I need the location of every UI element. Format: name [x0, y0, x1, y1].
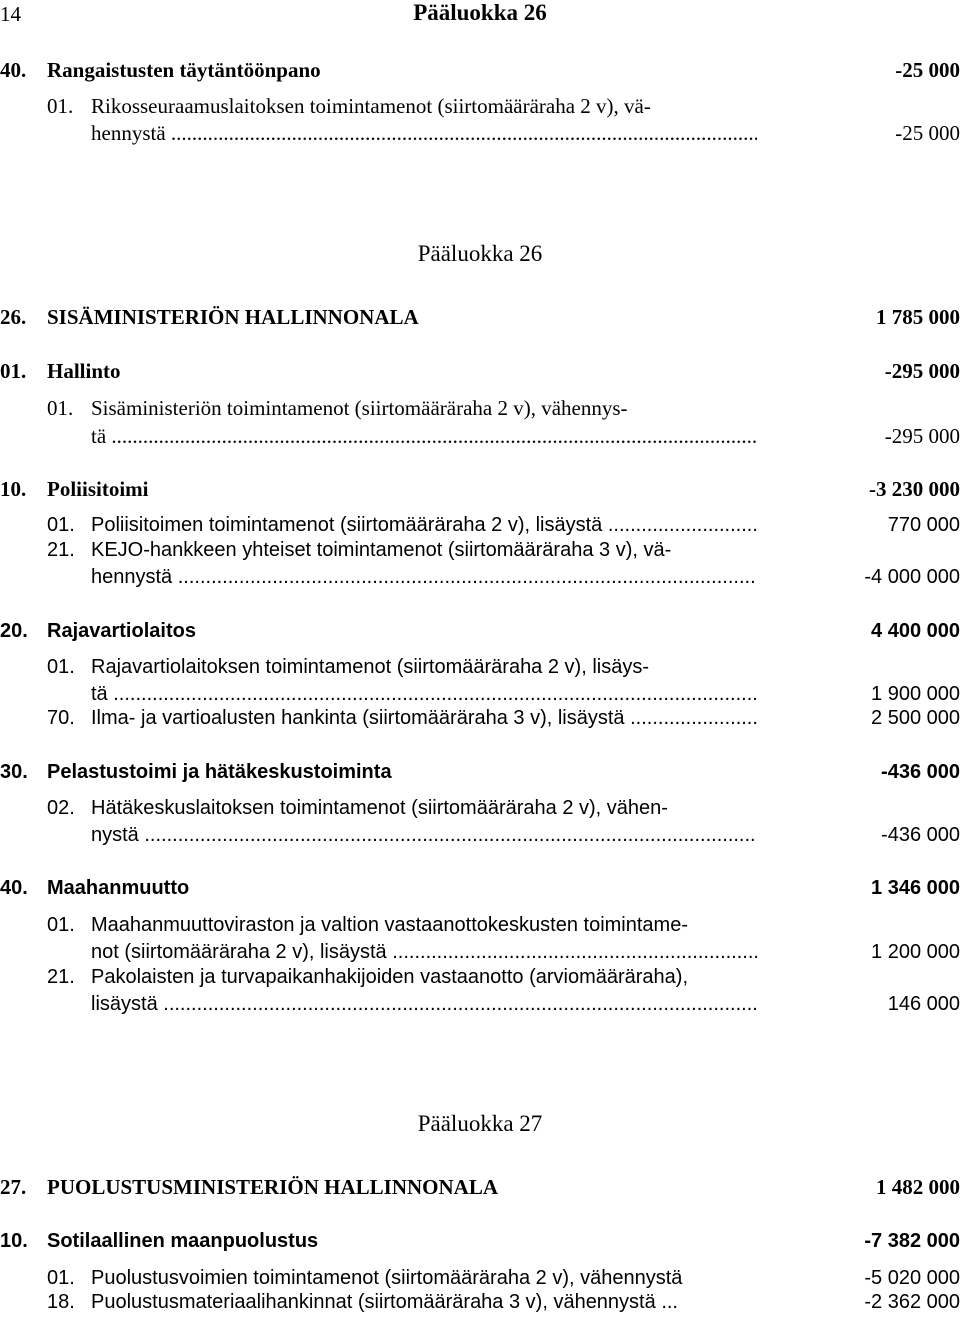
ministry-title: PUOLUSTUSMINISTERIÖN HALLINNONALA — [47, 1175, 498, 1199]
item-amount: -5 020 000 — [864, 1267, 960, 1289]
item-text-continuation: hennystä ..... — [91, 121, 757, 146]
page-number: 14 — [0, 2, 21, 26]
item-text-continuation: nystä ..... — [91, 824, 757, 847]
item-text: Poliisitoimen toimintamenot (siirtomääräraha 2 v), lisäystä ..... — [91, 514, 757, 537]
item-text: Sisäministeriön toimintamenot (siirtomääräraha 2 v), vähennys- — [91, 396, 628, 420]
section-amount: -295 000 — [884, 359, 960, 383]
ministry-number: 27. — [0, 1175, 27, 1199]
section-amount: -25 000 — [895, 58, 960, 82]
item-number: 18. — [47, 1291, 75, 1313]
item-number: 02. — [47, 797, 75, 819]
section-title: Rajavartiolaitos — [47, 620, 196, 642]
section-amount: -436 000 — [881, 761, 960, 783]
item-amount: 2 500 000 — [871, 707, 960, 729]
main-class-heading: Pääluokka 26 — [417, 241, 543, 266]
item-text: Pakolaisten ja turvapaikanhakijoiden vastaanotto (arviomääräraha), — [91, 966, 689, 988]
item-text-continuation: hennystä ..... — [91, 566, 757, 589]
item-amount: -25 000 — [895, 121, 960, 145]
section-title: Maahanmuutto — [47, 877, 190, 899]
item-number: 21. — [47, 966, 75, 988]
section-title: Rangaistusten täytäntöönpano — [47, 58, 321, 82]
item-amount: 1 900 000 — [871, 683, 960, 705]
section-number: 40. — [0, 877, 28, 899]
item-number: 70. — [47, 707, 75, 729]
item-text: Ilma- ja vartioalusten hankinta (siirtomääräraha 3 v), lisäystä ..... — [91, 707, 757, 730]
item-text: KEJO-hankkeen yhteiset toimintamenot (siirtomääräraha 3 v), vä- — [91, 539, 672, 561]
section-number: 30. — [0, 761, 28, 783]
section-amount: -3 230 000 — [869, 477, 960, 501]
item-amount: -2 362 000 — [864, 1291, 960, 1313]
item-number: 21. — [47, 539, 75, 561]
item-amount: 1 200 000 — [871, 941, 960, 963]
ministry-amount: 1 482 000 — [876, 1175, 960, 1199]
main-class-heading: Pääluokka 27 — [417, 1111, 543, 1136]
item-number: 01. — [47, 656, 75, 678]
item-text: Maahanmuuttoviraston ja valtion vastaanottokeskusten toimintame- — [91, 914, 688, 936]
ministry-number: 26. — [0, 305, 27, 329]
section-amount: -7 382 000 — [864, 1230, 960, 1252]
item-text: Rajavartiolaitoksen toimintamenot (siirtomääräraha 2 v), lisäys- — [91, 656, 649, 678]
section-amount: 1 346 000 — [871, 877, 960, 899]
item-text-continuation: lisäystä ..... — [91, 993, 757, 1016]
page-header: Pääluokka 26 — [413, 0, 547, 25]
section-number: 10. — [0, 1230, 28, 1252]
item-amount: 146 000 — [887, 993, 960, 1015]
item-number: 01. — [47, 396, 74, 420]
ministry-amount: 1 785 000 — [876, 305, 960, 329]
section-amount: 4 400 000 — [871, 620, 960, 642]
item-amount: -4 000 000 — [864, 566, 960, 588]
item-number: 01. — [47, 94, 74, 118]
item-amount: 770 000 — [887, 514, 960, 536]
section-title: Poliisitoimi — [47, 477, 149, 501]
item-amount: -436 000 — [881, 824, 960, 846]
section-number: 10. — [0, 477, 27, 501]
section-title: Pelastustoimi ja hätäkeskustoiminta — [47, 761, 392, 783]
section-number: 01. — [0, 359, 27, 383]
item-number: 01. — [47, 914, 75, 936]
item-text-continuation: not (siirtomääräraha 2 v), lisäystä ..... — [91, 941, 757, 964]
item-text: Hätäkeskuslaitoksen toimintamenot (siirtomääräraha 2 v), vähen- — [91, 797, 668, 819]
item-text: Rikosseuraamuslaitoksen toimintamenot (siirtomääräraha 2 v), vä- — [91, 94, 651, 118]
section-number: 40. — [0, 58, 27, 82]
section-title: Hallinto — [47, 359, 121, 383]
item-text-continuation: tä ..... — [91, 424, 757, 449]
item-number: 01. — [47, 514, 75, 536]
item-text: Puolustusvoimien toimintamenot (siirtomääräraha 2 v), vähennystä — [91, 1267, 683, 1289]
section-number: 20. — [0, 620, 28, 642]
item-text-continuation: tä ..... — [91, 683, 757, 706]
section-title: Sotilaallinen maanpuolustus — [47, 1230, 319, 1252]
item-amount: -295 000 — [884, 424, 960, 448]
item-number: 01. — [47, 1267, 75, 1289]
item-text: Puolustusmateriaalihankinnat (siirtomääräraha 3 v), vähennystä ... — [91, 1291, 678, 1313]
ministry-title: SISÄMINISTERIÖN HALLINNONALA — [47, 305, 419, 329]
